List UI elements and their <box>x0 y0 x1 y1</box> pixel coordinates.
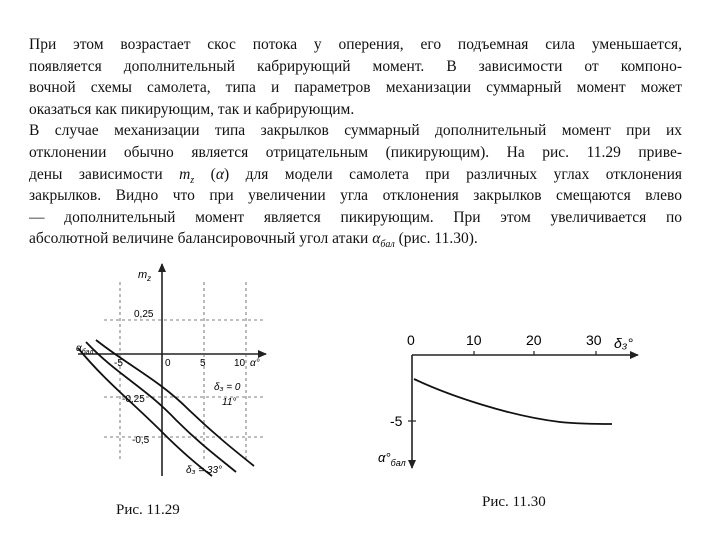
tick-x-neg5: -5 <box>114 358 123 369</box>
x-axis-label: δ₃° <box>614 335 633 351</box>
x-axis-arrow <box>630 351 639 359</box>
curve-delta-11 <box>86 342 236 472</box>
alpha-letter: α <box>372 230 381 248</box>
x-axis-arrow <box>258 350 267 358</box>
text-run: ) для модели самолета при различных углах отклонения <box>223 165 682 183</box>
text-run: (рис. 11.30). <box>394 230 478 248</box>
paragraph-1-line-3: вочной схемы самолета, типа и параметров механизации суммарный момент может <box>29 79 682 97</box>
tick-x-30: 30 <box>586 332 602 348</box>
figure-11-29-caption: Рис. 11.29 <box>116 502 180 518</box>
tick-x-0: 0 <box>407 332 415 348</box>
tick-x-10: 10 <box>234 358 246 369</box>
x-axis-label: α° <box>250 358 260 369</box>
curve-label-delta-0: δ₃ = 0 <box>214 382 241 393</box>
text-run: дены зависимости <box>29 165 180 183</box>
paragraph-1-line-1: При этом возрастает скос потока у оперения, его подъемная сила уменьшается, <box>29 36 682 53</box>
paragraph-2-line-4: закрылков. Видно что при увеличении угла отклонения закрылков смещаются влево <box>29 187 682 205</box>
text-run: ( <box>194 165 216 183</box>
figure-11-29 <box>74 262 274 480</box>
curve-label-delta-33: δ₃ = 33° <box>186 465 223 476</box>
tick-x-5: 5 <box>200 358 206 369</box>
y-axis-label: $m_z$ <box>138 269 152 283</box>
paragraph-2-line-2: отклонении обычно является отрицательным (пикирующим). На рис. 11.29 приве- <box>29 143 682 161</box>
tick-x-0: 0 <box>165 358 171 369</box>
y-axis-arrow <box>158 263 166 272</box>
y-axis-arrow <box>408 460 416 469</box>
paragraph-2-line-6 <box>29 228 682 256</box>
mz-subscript: z <box>190 174 195 186</box>
paragraph-2-line-5: — дополнительный момент является пикирующим. При этом увеличивается по <box>29 208 682 226</box>
paragraph-1-line-4: оказаться как пикирующим, так и кабрирующим. <box>29 100 355 118</box>
paragraph-2-line-3 <box>29 164 682 186</box>
paragraph-2-line-1: В случае механизации типа закрылков суммарный дополнительный момент при их <box>29 122 682 140</box>
alpha-bal-symbol <box>372 230 395 251</box>
tick-y-neg0-25: -0,25 <box>122 394 145 405</box>
tick-x-10: 10 <box>466 332 482 348</box>
y-axis-label: $\alpha^\circ_{бал}$ <box>378 450 406 468</box>
tick-y-neg0-5: -0,5 <box>132 435 150 446</box>
body-text <box>29 34 682 256</box>
alpha-bal-curve <box>414 379 612 424</box>
figure-11-30 <box>370 318 650 483</box>
figure-11-30-caption: Рис. 11.30 <box>482 494 546 510</box>
tick-y-neg5: -5 <box>390 413 403 429</box>
alpha-symbol: α <box>215 165 224 183</box>
mz-symbol <box>179 165 195 186</box>
tick-y-0-25: 0,25 <box>134 309 154 320</box>
mz-letter: m <box>179 165 191 183</box>
alpha-bal-label: $\alpha_{бал}$ <box>76 343 94 356</box>
alpha-bal-subscript: бал <box>380 239 395 251</box>
text-run: абсолютной величине балансировочный угол атаки <box>29 230 373 248</box>
curve-label-delta-11: 11° <box>222 397 237 408</box>
tick-x-20: 20 <box>526 332 542 348</box>
paragraph-1-line-2: появляется дополнительный кабрирующий момент. В зависимости от компоно- <box>29 57 682 75</box>
